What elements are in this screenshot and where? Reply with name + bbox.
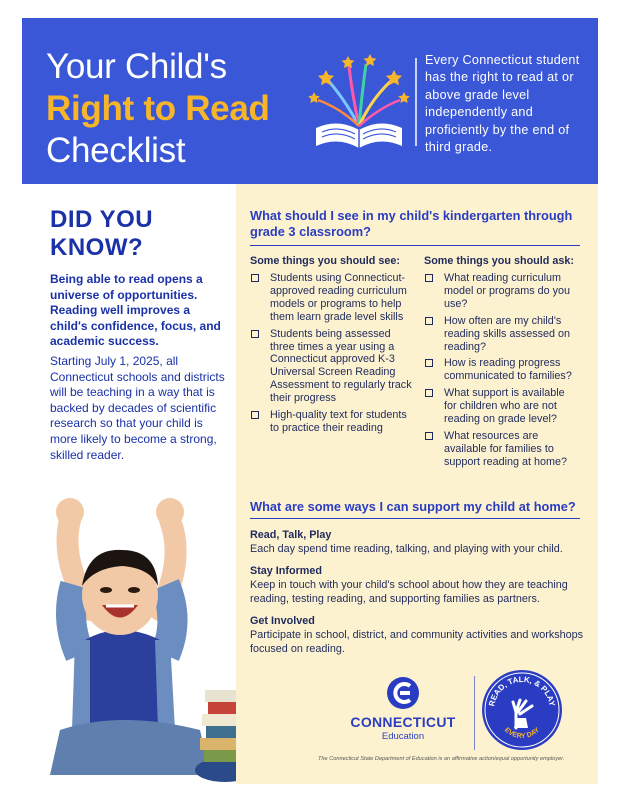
connecticut-c-icon — [386, 676, 420, 710]
list-item[interactable]: What support is available for children who are not reading on grade level? — [424, 387, 580, 426]
list-item[interactable]: Students using Connecticut-approved reading curriculum models or programs to help them learn grade level skills — [250, 272, 418, 324]
did-you-know-line-1: DID YOU — [50, 206, 154, 233]
tip-heading: Stay Informed — [250, 565, 322, 577]
see-checklist — [250, 272, 418, 439]
list-item[interactable]: What reading curriculum model or programs do you use? — [424, 272, 580, 311]
tip-stay-informed — [250, 564, 590, 606]
title-line-1: Your Child's — [46, 47, 227, 86]
tip-body: Each day spend time reading, talking, and playing with your child. — [250, 543, 563, 555]
policy-paragraph: Starting July 1, 2025, all Connecticut schools and districts will be teaching in a way that is backed by decades of scientific research so that your child is more likely to become a strong, skilled reader. — [50, 354, 225, 462]
header-banner — [22, 18, 598, 184]
connecticut-wordmark: CONNECTICUT — [350, 714, 456, 730]
list-item[interactable]: What resources are available for families to support reading at home? — [424, 430, 580, 469]
home-divider — [250, 518, 580, 519]
list-item[interactable]: How often are my child's reading skills assessed on reading? — [424, 315, 580, 354]
title-line-2: Right to Read — [46, 89, 270, 128]
see-heading: Some things you should see: — [250, 255, 400, 267]
tip-body: Participate in school, district, and community activities and workshops focused on reading. — [250, 629, 584, 655]
svg-text:READ, TALK, & PLAY: READ, TALK, & PLAY — [487, 674, 557, 708]
ask-checklist — [424, 272, 580, 473]
tip-body: Keep in touch with your child's school about how they are teaching reading, testing reading, and supporting families as partners. — [250, 579, 568, 605]
tip-get-involved — [250, 614, 590, 656]
connecticut-education-logo — [338, 676, 468, 746]
tip-heading: Get Involved — [250, 615, 315, 627]
checkbox-icon[interactable] — [425, 317, 433, 325]
checkbox-icon[interactable] — [425, 274, 433, 282]
list-item[interactable]: How is reading progress communicated to families? — [424, 357, 580, 383]
checkbox-icon[interactable] — [425, 432, 433, 440]
did-you-know-line-2: KNOW? — [50, 234, 144, 261]
home-support-heading: What are some ways I can support my child at home? — [250, 499, 576, 514]
checkbox-icon[interactable] — [251, 330, 259, 338]
checkbox-icon[interactable] — [251, 274, 259, 282]
classroom-divider — [250, 245, 580, 246]
read-talk-play-badge — [480, 668, 564, 752]
checkbox-icon[interactable] — [425, 389, 433, 397]
header-divider — [415, 58, 417, 146]
list-item[interactable]: Students being assessed three times a year using a Connecticut approved K-3 Universal Screen Reading Assessment to regularly track their progress — [250, 328, 418, 405]
page-title — [46, 46, 270, 172]
did-you-know-heading — [50, 206, 153, 262]
lead-paragraph: Being able to read opens a universe of opportunities. Reading well improves a child's confidence, focus, and academic success. — [50, 272, 221, 349]
right-to-read-statement: Every Connecticut student has the right to read at or above grade level independently and proficiently by the end of third grade. — [425, 53, 580, 155]
checkbox-icon[interactable] — [425, 359, 433, 367]
checkbox-icon[interactable] — [251, 411, 259, 419]
svg-text:EVERY DAY: EVERY DAY — [502, 726, 542, 741]
title-line-3: Checklist — [46, 131, 186, 170]
ask-heading: Some things you should ask: — [424, 255, 574, 267]
logo-divider — [474, 676, 475, 750]
open-book-stars-icon — [304, 48, 414, 158]
list-item[interactable]: High-quality text for students to practice their reading — [250, 409, 418, 435]
tip-heading: Read, Talk, Play — [250, 529, 332, 541]
education-wordmark: Education — [381, 731, 425, 742]
tip-read-talk-play — [250, 528, 590, 556]
footer-disclaimer: The Connecticut State Department of Education is an affirmative action/equal opportunity employer. — [318, 756, 565, 762]
classroom-question-heading: What should I see in my child's kindergarten through grade 3 classroom? — [250, 208, 573, 239]
